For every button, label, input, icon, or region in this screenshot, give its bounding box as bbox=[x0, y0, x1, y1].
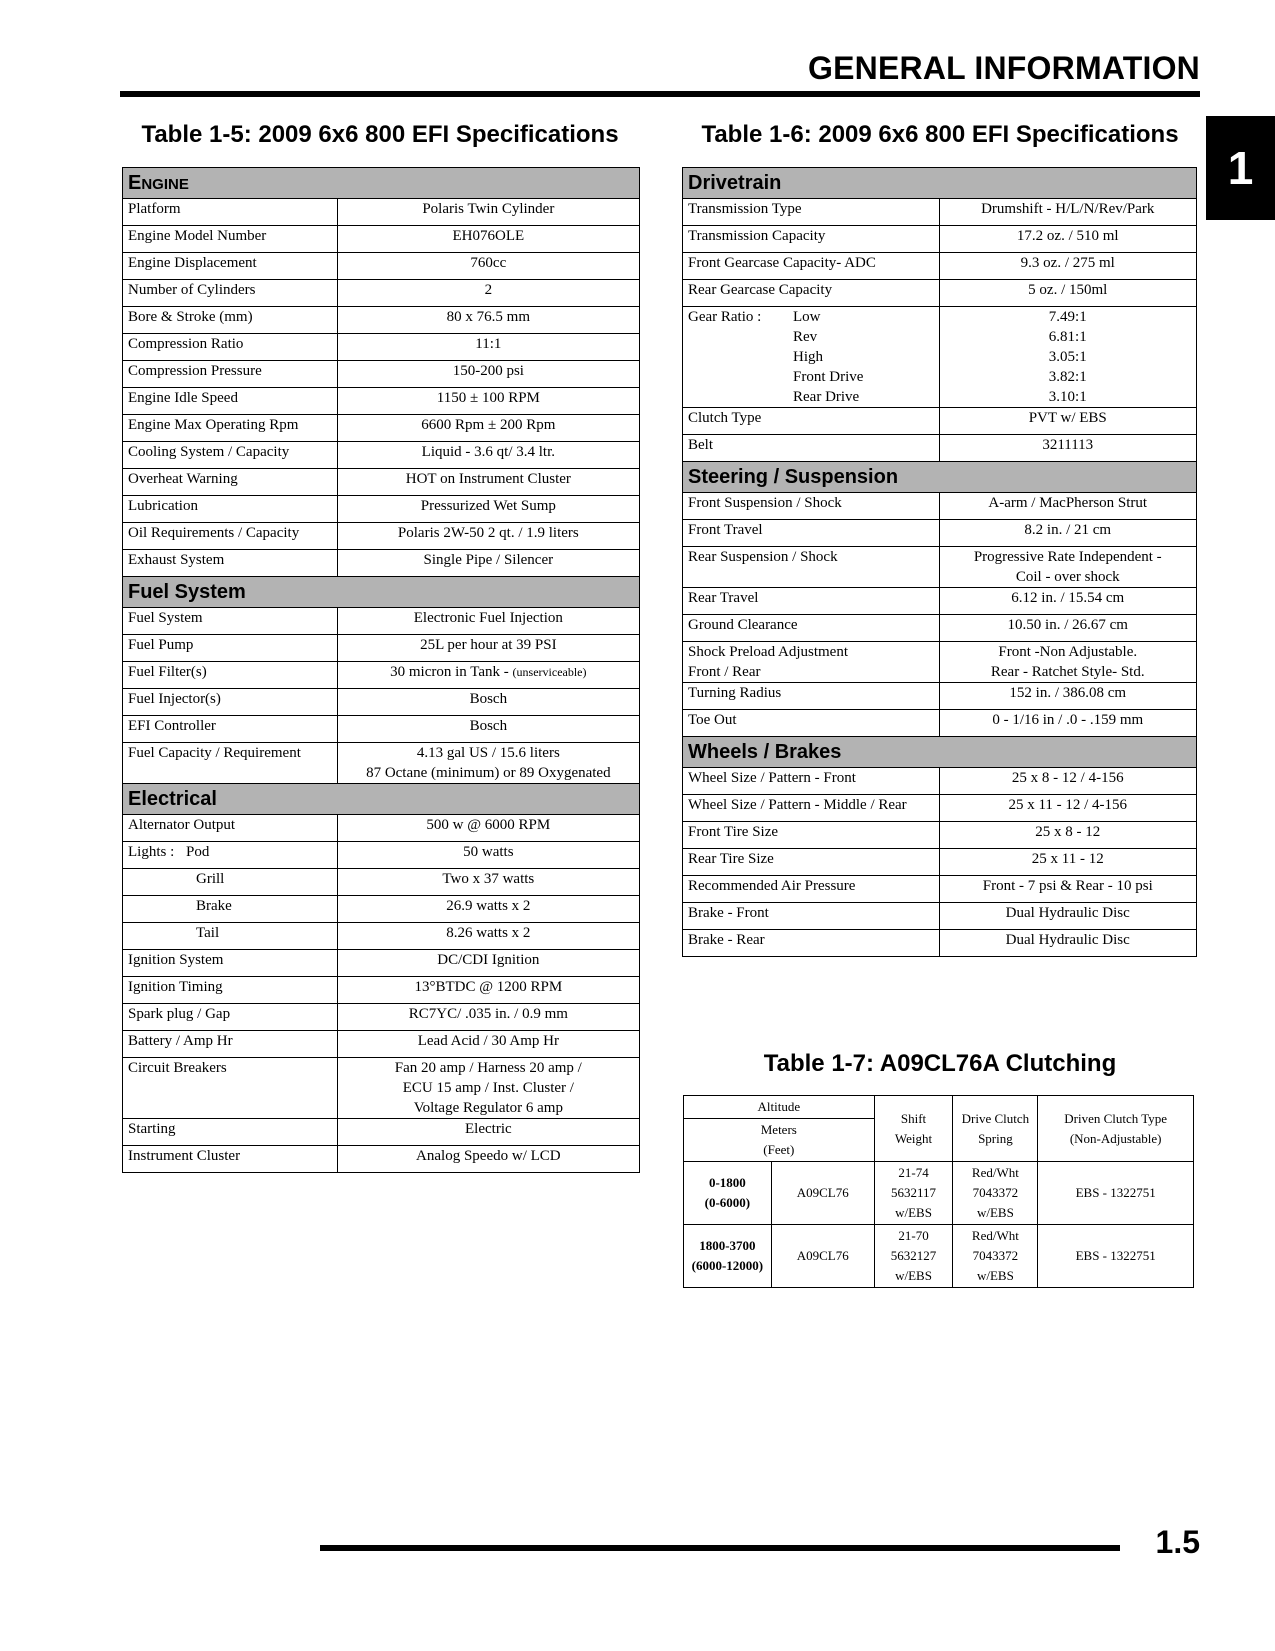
table-1-7 bbox=[683, 1095, 1194, 1288]
table-1-5 bbox=[122, 167, 640, 1173]
engine-section bbox=[123, 168, 640, 577]
page-number: 1.5 bbox=[1155, 1524, 1200, 1560]
header-rule bbox=[120, 91, 1200, 97]
spec-row: Fuel Filter(s) 30 micron in Tank - (unserviceable) bbox=[123, 662, 640, 689]
spec-row: Fuel System Electronic Fuel Injection bbox=[123, 608, 640, 635]
spec-row: Brake 26.9 watts x 2 bbox=[123, 896, 640, 923]
spec-row: Brake - Rear Dual Hydraulic Disc bbox=[683, 930, 1197, 957]
spec-row: Wheel Size / Pattern - Middle / Rear 25 x 11 - 12 / 4-156 bbox=[683, 795, 1197, 822]
table-1-5-caption: Table 1-5: 2009 6x6 800 EFI Specifications bbox=[141, 121, 619, 148]
spec-row: Rear Tire Size 25 x 11 - 12 bbox=[683, 849, 1197, 876]
spec-row: Wheel Size / Pattern - Front 25 x 8 - 12 / 4-156 bbox=[683, 768, 1197, 795]
spec-row: Bore & Stroke (mm) 80 x 76.5 mm bbox=[123, 307, 640, 334]
spec-row: Turning Radius 152 in. / 386.08 cm bbox=[683, 683, 1197, 710]
spec-row: Circuit Breakers Fan 20 amp / Harness 20 amp / ECU 15 amp / Inst. Cluster / Voltage Regulator 6 amp bbox=[123, 1058, 640, 1119]
spec-row: Rear Gearcase Capacity 5 oz. / 150ml bbox=[683, 280, 1197, 307]
spec-row: Front Tire Size 25 x 8 - 12 bbox=[683, 822, 1197, 849]
table-1-6-caption: Table 1-6: 2009 6x6 800 EFI Specifications bbox=[701, 121, 1179, 148]
spec-row: Clutch Type PVT w/ EBS bbox=[683, 408, 1197, 435]
section-header-steering: Steering / Suspension bbox=[683, 462, 1197, 493]
table-header-row: Altitude Shift Weight Drive Clutch Spring Driven Clutch Type (Non-Adjustable) bbox=[684, 1096, 1194, 1119]
page-header-title: GENERAL INFORMATION bbox=[808, 50, 1200, 86]
spec-row: Toe Out 0 - 1/16 in / .0 - .159 mm bbox=[683, 710, 1197, 737]
spec-row: Grill Two x 37 watts bbox=[123, 869, 640, 896]
section-header-drivetrain: Drivetrain bbox=[683, 168, 1197, 199]
spec-row: Tail 8.26 watts x 2 bbox=[123, 923, 640, 950]
table-1-7-caption: Table 1-7: A09CL76A Clutching bbox=[763, 1050, 1117, 1077]
spec-row: Spark plug / Gap RC7YC/ .035 in. / 0.9 mm bbox=[123, 1004, 640, 1031]
section-header-fuel: Fuel System bbox=[123, 577, 640, 608]
section-header-engine: ENGINE bbox=[123, 168, 640, 199]
section-header-electrical: Electrical bbox=[123, 784, 640, 815]
spec-row: Fuel Capacity / Requirement 4.13 gal US / 15.6 liters 87 Octane (minimum) or 89 Oxygenated bbox=[123, 743, 640, 784]
spec-row: Brake - Front Dual Hydraulic Disc bbox=[683, 903, 1197, 930]
spec-row: Front Suspension / Shock A-arm / MacPherson Strut bbox=[683, 493, 1197, 520]
spec-row: Rear Suspension / Shock Progressive Rate Independent - Coil - over shock bbox=[683, 547, 1197, 588]
spec-row: Shock Preload Adjustment Front / Rear Front -Non Adjustable. Rear - Ratchet Style- Std. bbox=[683, 642, 1197, 683]
spec-row: Lights : Pod 50 watts bbox=[123, 842, 640, 869]
spec-row: Compression Ratio 11:1 bbox=[123, 334, 640, 361]
spec-row: Compression Pressure 150-200 psi bbox=[123, 361, 640, 388]
table-1-6 bbox=[682, 167, 1197, 957]
spec-row: Recommended Air Pressure Front - 7 psi & Rear - 10 psi bbox=[683, 876, 1197, 903]
spec-row: Rear Travel 6.12 in. / 15.54 cm bbox=[683, 588, 1197, 615]
spec-row: Front Travel 8.2 in. / 21 cm bbox=[683, 520, 1197, 547]
spec-row: Engine Idle Speed 1150 ± 100 RPM bbox=[123, 388, 640, 415]
spec-row: Front Gearcase Capacity- ADC 9.3 oz. / 275 ml bbox=[683, 253, 1197, 280]
spec-row: Starting Electric bbox=[123, 1119, 640, 1146]
spec-row: Number of Cylinders 2 bbox=[123, 280, 640, 307]
spec-row: Lubrication Pressurized Wet Sump bbox=[123, 496, 640, 523]
chapter-tab: 1 bbox=[1206, 116, 1275, 220]
table-row: 0-1800 (0-6000) A09CL76 21-74 5632117 w/EBS Red/Wht 7043372 w/EBS EBS - 1322751 bbox=[684, 1162, 1194, 1225]
table-header-row: Meters (Feet) bbox=[684, 1119, 1194, 1162]
spec-row: Oil Requirements / Capacity Polaris 2W-50 2 qt. / 1.9 liters bbox=[123, 523, 640, 550]
gear-ratio-row: Gear Ratio : Low Rev High Front Drive Rear Drive 7.49:1 6.81:1 3.05:1 3.82:1 3.10:1 bbox=[683, 307, 1197, 408]
spec-row: Alternator Output 500 w @ 6000 RPM bbox=[123, 815, 640, 842]
fuel-section bbox=[123, 577, 640, 784]
table-row: 1800-3700 (6000-12000) A09CL76 21-70 5632127 w/EBS Red/Wht 7043372 w/EBS EBS - 1322751 bbox=[684, 1225, 1194, 1288]
spec-row: Ignition Timing 13°BTDC @ 1200 RPM bbox=[123, 977, 640, 1004]
spec-row: Engine Max Operating Rpm 6600 Rpm ± 200 Rpm bbox=[123, 415, 640, 442]
electrical-section bbox=[123, 784, 640, 1173]
footer-rule bbox=[320, 1545, 1120, 1551]
spec-row: Battery / Amp Hr Lead Acid / 30 Amp Hr bbox=[123, 1031, 640, 1058]
spec-row: Transmission Type Drumshift - H/L/N/Rev/Park bbox=[683, 199, 1197, 226]
spec-row: Engine Displacement 760cc bbox=[123, 253, 640, 280]
spec-row: Fuel Injector(s) Bosch bbox=[123, 689, 640, 716]
section-header-wheels: Wheels / Brakes bbox=[683, 737, 1197, 768]
spec-row: Transmission Capacity 17.2 oz. / 510 ml bbox=[683, 226, 1197, 253]
spec-row: Ground Clearance 10.50 in. / 26.67 cm bbox=[683, 615, 1197, 642]
spec-row: Instrument Cluster Analog Speedo w/ LCD bbox=[123, 1146, 640, 1173]
drivetrain-section bbox=[683, 168, 1197, 462]
spec-row: Belt 3211113 bbox=[683, 435, 1197, 462]
wheels-section bbox=[683, 737, 1197, 957]
steering-section bbox=[683, 462, 1197, 737]
spec-row: Platform Polaris Twin Cylinder bbox=[123, 199, 640, 226]
spec-row: Overheat Warning HOT on Instrument Cluster bbox=[123, 469, 640, 496]
spec-row: Ignition System DC/CDI Ignition bbox=[123, 950, 640, 977]
spec-row: Cooling System / Capacity Liquid - 3.6 qt/ 3.4 ltr. bbox=[123, 442, 640, 469]
spec-row: Engine Model Number EH076OLE bbox=[123, 226, 640, 253]
spec-row: Exhaust System Single Pipe / Silencer bbox=[123, 550, 640, 577]
spec-row: EFI Controller Bosch bbox=[123, 716, 640, 743]
spec-row: Fuel Pump 25L per hour at 39 PSI bbox=[123, 635, 640, 662]
